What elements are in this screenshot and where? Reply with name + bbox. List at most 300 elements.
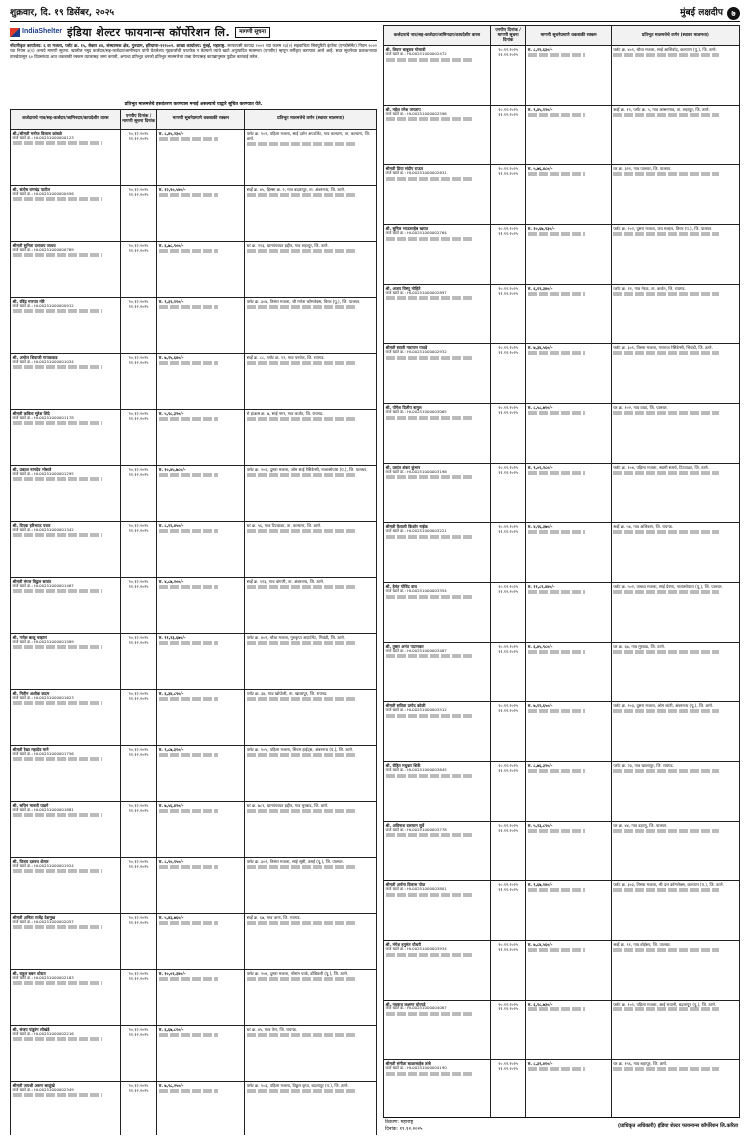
borrower-name: श्रीमती कविता सुरेश शिंदे [12,410,50,416]
outstanding-amount: रु. ११,८९,४४०/- [527,583,555,589]
npa-date: १०.१२.२०२५ [128,242,149,248]
table-row [11,745,377,801]
notice-date: ११.१२.२०२५ [498,887,518,893]
table-row [384,463,740,523]
date-cell [120,745,157,801]
date-cell [490,1060,526,1117]
text-filler [386,58,473,62]
notice-body: सरफायसी कायदा २००२ च्या कलम १३(२) सहवाचिता सिक्युरिटी इंटरेस्ट (एन्फोर्समेंट) नियम २००२ च्या नियम ३(१) अन्वये मागणी सूचना. खालील नमुद कर्जदार/सह-कर्जदार/जामीनदार यांनी घेतलेल्या गृहकर्जाची परतफेड न केल्याने त्यांचे खाते अनुत्पादित मालमत्ता (एनपीए) म्हणून वर्गीकृत करण्यात आले आहे. सदर सूचनेच्या प्रकाशनाच्या तारखेपासून ६० दिवसांच्या आत थकबाकी रक्कम व्याजासह जमा करावी, अन्यथा प्रतिभूत धनको प्रतिभूत मालमत्तेचा ताबा घेण्यासह कायद्यानुसार पुढील कारवाई करेल. [10,43,377,59]
borrower-name: श्रीमती सविता प्रमोद कोळी [385,703,426,709]
text-filler [528,709,585,713]
borrower-cell [384,224,491,284]
loan-account: कर्ज खाते क्र.: HL00251000001924 [12,862,74,868]
property-description: फ्लॅट क्र. ३०३, तिसरा मजला, श्री दत्त कॉम्प्लेक्स, कल्याण (प.), जि. ठाणे. [613,882,724,888]
notice-date: ११.१२.२०२५ [498,290,518,296]
npa-date: १०.१२.२०२५ [128,970,149,976]
property-description: फ्लॅट क्र. १०५, पहिला मजला, शिवम हाईट्स, अंबरनाथ (प.), जि. ठाणे. [246,746,354,752]
text-filler [13,1093,103,1097]
property-cell [611,1060,739,1117]
text-filler [13,925,103,929]
property-description: रो हाऊस क्र. ७, साई नगर, गाव कर्जत, जि. रायगड. [246,410,324,416]
borrower-cell [11,409,121,465]
text-filler [613,471,719,475]
npa-date: १०.१२.२०२५ [498,1061,518,1067]
borrower-name: श्री. हेमंत गोविंद वाघ [385,583,417,589]
property-description: फ्लॅट क्र. ५०२, पाचवा मजला, साई प्रेरणा, नालासोपारा (पू.), जि. पालघर. [613,583,723,589]
amount-cell [526,940,611,1000]
table-row [384,761,740,821]
text-filler [247,193,356,197]
outstanding-amount: रु. ११,२३,६७०/- [158,634,186,640]
date-cell [490,284,526,344]
text-filler [13,253,103,257]
table-row [11,913,377,969]
text-filler [247,697,356,701]
outstanding-amount: रु. ४,८७,२००/- [158,578,184,584]
text-filler [159,585,218,589]
text-filler [613,709,719,713]
table-row [384,821,740,881]
property-description: सर्व्हे क्र. ८८, प्लॉट क्र. १२, गाव पनवेल, जि. रायगड. [246,354,325,360]
text-filler [13,1037,103,1041]
notice-date: ११.१२.२०२५ [128,527,149,533]
property-description: सर्व्हे क्र. १९, प्लॉट क्र. ५, गाव आसनगाव, ता. शहापूर, जि. ठाणे. [613,106,710,112]
date-cell [120,913,157,969]
property-description: घर क्र. ३२१, गाव पालघर, जि. पालघर. [613,166,672,172]
borrower-cell [11,577,121,633]
borrower-name: श्री. सुनिल भाऊसाहेब खरात [385,225,429,231]
text-filler [247,417,356,421]
text-filler [247,865,356,869]
text-filler [159,305,218,309]
date-cell [120,689,157,745]
property-cell [611,344,739,404]
date-cell [120,1025,157,1081]
outstanding-amount: रु. ७,५६,४२०/- [158,802,184,808]
text-filler [613,590,719,594]
amount-cell [526,165,611,225]
outstanding-amount: रु. ५,२३,८९०/- [527,822,553,828]
loan-account: कर्ज खाते क्र.: HL00251000000123 [12,134,74,140]
text-filler [528,172,585,176]
borrower-name: श्री. गणेश बाळू चव्हाण [12,634,47,640]
property-cell [245,801,377,857]
date-cell [120,633,157,689]
date-cell [490,940,526,1000]
text-filler [386,714,473,718]
loan-account: कर्ज खाते क्र.: HL00251000001881 [12,806,74,812]
borrower-cell [384,702,491,762]
text-filler [386,1072,473,1076]
text-filler [159,361,218,365]
property-cell [245,913,377,969]
text-filler [528,53,585,57]
text-filler [613,650,719,654]
amount-cell [157,185,245,241]
notice-date: ११.१२.२०२५ [128,583,149,589]
notice-date: ११.१२.२०२५ [498,171,518,177]
npa-date: १०.१२.२०२५ [498,1001,518,1007]
borrower-cell [384,463,491,523]
text-filler [159,1033,218,1037]
loan-account: कर्ज खाते क्र.: HL00251000003512 [385,707,447,713]
borrower-name: श्रीमती रेखा महादेव माने [12,746,49,752]
notice-date: ११.१२.२०२५ [498,469,518,475]
text-filler [386,893,473,897]
loan-account: कर्ज खाते क्र.: HL00251000002631 [385,170,447,176]
notice-date: ११.१२.२०२५ [498,648,518,654]
amount-cell [526,881,611,941]
borrower-cell [384,284,491,344]
borrower-name: श्रीमती वैशाली किशोर नाईक [385,524,428,530]
table-row [384,344,740,404]
text-filler [528,829,585,833]
npa-date: १०.१२.२०२५ [128,186,149,192]
borrower-name: श्री. संजय पांडुरंग लोखंडे [12,1026,50,1032]
borrower-cell [11,521,121,577]
text-filler [613,351,719,355]
npa-date: १०.१२.२०२५ [128,802,149,808]
borrower-cell [11,185,121,241]
text-filler [247,142,356,146]
amount-cell [157,1081,245,1135]
borrower-name: श्री. विजय दशरथ शेलार [12,858,49,864]
text-filler [159,921,218,925]
amount-cell [157,913,245,969]
date-cell [120,297,157,353]
property-cell [611,821,739,881]
date-cell [120,577,157,633]
borrower-cell [384,105,491,165]
property-cell [611,403,739,463]
text-filler [247,1033,356,1037]
footer-date: दिनांक: १९.१२.२०२५ [385,1126,423,1132]
borrower-name: श्री./श्रीमती मनोज विलास कांबळे [12,130,62,136]
property-description: घर क्र. ४५, गाव पेण, जि. रायगड. [246,1026,298,1032]
borrower-cell [384,1060,491,1117]
text-filler [386,833,473,837]
amount-cell [526,463,611,523]
table-row [384,523,740,583]
npa-date: १०.१२.२०२५ [128,578,149,584]
text-filler [247,753,356,757]
amount-cell [526,224,611,284]
loan-account: कर्ज खाते क्र.: HL00251000001589 [12,638,74,644]
loan-account: कर्ज खाते क्र.: HL00251000003778 [385,826,447,832]
date-cell [120,129,157,185]
npa-date: १०.१२.२०२५ [498,464,518,470]
property-description: घर क्र. १५६, गाव शहापूर, जि. ठाणे. [613,1061,668,1067]
borrower-name: श्री. महेश रमेश जगताप [385,106,421,112]
borrower-name: श्री. नितीन अशोक कदम [12,690,50,696]
borrower-cell [11,1025,121,1081]
notice-date: ११.१२.२०२५ [128,695,149,701]
property-cell [611,702,739,762]
date-cell [490,344,526,404]
borrower-name: श्री. प्रकाश नामदेव भोसले [12,466,52,472]
amount-cell [526,105,611,165]
loan-account: कर्ज खाते क्र.: HL00251000001034 [12,358,74,364]
authorised-officer: (प्राधिकृत अधिकारी) इंडिया शेल्टर फायनान्स कॉर्पोरेशन लि.करिता [617,1123,738,1130]
table-row [384,582,740,642]
borrower-cell [384,881,491,941]
property-cell [611,284,739,344]
property-description: सर्व्हे क्र. ६७, गाव उरण, जि. रायगड. [246,914,301,920]
table-row [11,1081,377,1135]
notice-date: ११.१२.२०२५ [128,359,149,365]
text-filler [386,535,473,539]
notice-date: ११.१२.२०२५ [128,1031,149,1037]
loan-account: कर्ज खाते क्र.: HL00251000001756 [12,750,74,756]
table-row [11,297,377,353]
npa-date: १०.१२.२०२५ [128,298,149,304]
outstanding-amount: रु. ५,४३,७६०/- [158,914,184,920]
footer-place-date [385,1120,423,1132]
amount-cell [526,582,611,642]
text-filler [613,232,719,236]
text-filler [613,53,719,57]
outstanding-amount: रु. ५,९८,३२०/- [158,410,184,416]
property-cell [245,185,377,241]
header-borrower: कर्जदाराचे नाव/सह-कर्जदार/जामिनदार/कायदेशीर वारस [384,26,491,46]
text-filler [13,309,103,313]
loan-account: कर्ज खाते क्र.: HL00251000004067 [385,1005,447,1011]
property-description: फ्लॅट क्र. ३०२, तिसरा मजला, साई सृष्टी, वसई (पू.), जि. पालघर. [246,858,344,864]
date-cell [120,969,157,1025]
table-row [11,577,377,633]
text-filler [613,411,719,415]
property-description: फ्लॅट क्र. १०२, पहिला मजला, साई दर्शन अपार्टमेंट, गाव कल्याण, ता. कल्याण, जि. ठाणे. [246,130,371,141]
property-description: फ्लॅट क्र. १०३, पहिला मजला, विठ्ठल कृपा, बदलापूर (प.), जि. ठाणे. [246,1082,349,1088]
loan-account: कर्ज खाते क्र.: HL00251000003221 [385,528,447,534]
table-row [384,46,740,106]
amount-cell [157,633,245,689]
property-cell [611,881,739,941]
outstanding-amount: रु. ७,१२,६५०/- [527,703,553,709]
borrower-cell [11,913,121,969]
borrower-cell [384,523,491,583]
amount-cell [157,241,245,297]
borrower-name: श्रीमती सुनिता दत्तात्रय जाधव [12,242,56,248]
property-description: फ्लॅट क्र. ३०४, तिसरा मजला, श्री गणेश कॉम्प्लेक्स, विरार (पू.), जि. पालघर. [246,298,361,304]
notice-date: ११.१२.२०२५ [498,51,518,57]
table-row [384,403,740,463]
text-filler [159,1089,218,1093]
text-filler [13,421,103,425]
text-filler [386,475,473,479]
outstanding-amount: रु. ५,७६,४८०/- [527,166,553,172]
amount-cell [157,409,245,465]
table-row [384,1060,740,1117]
borrower-name: श्री. अमोल शिवाजी गायकवाड [12,354,58,360]
borrower-name: श्री. सचिन मारुती घाडगे [12,802,49,808]
borrower-name: श्रीमती अनिता राजेंद्र देशमुख [12,914,56,920]
loan-account: कर्ज खाते क्र.: HL00251000002057 [12,918,74,924]
notice-footer [383,1117,740,1135]
date-cell [120,521,157,577]
property-description: फ्लॅट क्र. २०२, दुसरा मजला, जय मल्हार, विरार (प.), जि. पालघर. [613,225,713,231]
notice-tag: मागणी सूचना [235,27,270,38]
text-filler [528,769,585,773]
text-filler [528,351,585,355]
borrower-cell [11,745,121,801]
property-description: घर क्र. ५६, गाव टिटवाळा, ता. कल्याण, जि. ठाणे. [246,522,322,528]
borrower-cell [11,353,121,409]
borrower-cell [11,129,121,185]
property-description: फ्लॅट क्र. २०३, दुसरा मजला, ओम शांती, अंबरनाथ (पू.), जि. ठाणे. [613,703,714,709]
date-cell [120,185,157,241]
amount-cell [157,1025,245,1081]
borrower-name: श्री. राहुल बबन थोरात [12,970,46,976]
outstanding-amount: रु. ९,८७,३१०/- [158,746,184,752]
table-row [11,633,377,689]
amount-cell [157,857,245,913]
property-cell [245,353,377,409]
paper-title: मुंबई लक्षदीप [680,8,723,19]
date-cell [490,582,526,642]
text-filler [247,585,356,589]
loan-account: कर्ज खाते क्र.: HL00251000001623 [12,694,74,700]
borrower-cell [384,344,491,404]
notice-date: ११.१२.२०२५ [128,471,149,477]
text-filler [528,1007,585,1011]
notice-date: ११.१२.२०२५ [128,1087,149,1093]
loan-account: कर्ज खाते क्र.: HL00251000002932 [385,349,447,355]
header-borrower: कर्जदाराचे नाव/सह-कर्जदार/जामिनदार/कायदेशीर वारस [11,109,121,129]
borrower-cell [11,689,121,745]
text-filler [159,193,218,197]
amount-cell [526,702,611,762]
loan-account: कर्ज खाते क्र.: HL00251000003645 [385,766,447,772]
loan-account: कर्ज खाते क्र.: HL00251000002216 [12,1030,74,1036]
text-filler [247,1089,356,1093]
npa-date: १०.१२.२०२५ [498,643,518,649]
property-cell [245,297,377,353]
loan-account: कर्ज खाते क्र.: HL00251000002764 [385,229,447,235]
notice-date: ११.१२.२०२५ [498,230,518,236]
borrower-name: श्री. रविंद्र गणपत मोरे [12,298,45,304]
property-description: प्लॉट क्र. ३४, गाव खोपोली, ता. खालापूर, जि. रायगड. [246,690,328,696]
borrower-cell [384,403,491,463]
text-filler [13,533,103,537]
borrower-cell [11,297,121,353]
text-filler [159,753,218,757]
company-header [10,25,377,41]
text-filler [528,1067,585,1071]
borrower-cell [11,1081,121,1135]
property-description: प्लॉट क्र. ११, गाव नेरळ, ता. कर्जत, जि. रायगड. [613,285,686,291]
outstanding-amount: रु. ८,९०,१५०/- [158,858,184,864]
notice-date: ११.१२.२०२५ [498,1066,518,1072]
borrower-name: श्री. तुषार अनंत पाटणकर [385,643,424,649]
property-cell [245,1081,377,1135]
text-filler [386,237,473,241]
date-cell [490,702,526,762]
text-filler [13,141,103,145]
npa-date: १०.१२.२०२५ [498,941,518,947]
npa-date: १०.१२.२०२५ [498,882,518,888]
borrower-cell [11,801,121,857]
notice-date: ११.१२.२०२५ [498,827,518,833]
outstanding-amount: रु. ७,२५,६४०/- [158,354,184,360]
amount-cell [157,745,245,801]
text-filler [159,137,218,141]
loan-account: कर्ज खाते क्र.: HL00251000001178 [12,414,74,420]
text-filler [386,416,473,420]
npa-date: १०.१२.२०२५ [498,47,518,52]
npa-date: १०.१२.२०२५ [498,345,518,351]
borrower-cell [11,465,121,521]
text-filler [613,948,719,952]
notice-date: ११.१२.२०२५ [128,191,149,197]
loan-account: कर्ज खाते क्र.: HL00251000001467 [12,582,74,588]
npa-date: १०.१२.२०२५ [498,524,518,530]
right-notice-table [383,25,740,1117]
npa-date: १०.१२.२०२५ [128,746,149,752]
text-filler [247,305,356,309]
text-filler [13,701,103,705]
property-cell [245,857,377,913]
borrower-name: श्री. मंगेश हनुमंत चौधरी [385,941,421,947]
text-filler [528,530,585,534]
npa-date: १०.१२.२०२५ [128,1026,149,1032]
loan-account: कर्ज खाते क्र.: HL00251000002897 [385,289,447,295]
text-filler [528,471,585,475]
loan-account: कर्ज खाते क्र.: HL00251000000912 [12,302,74,308]
amount-cell [157,521,245,577]
date-cell [120,1081,157,1135]
property-cell [245,745,377,801]
text-filler [613,888,719,892]
header-property: प्रतिभूत मालमत्तेचे वर्णन (स्थावर मालमत्ता) [611,26,739,46]
amount-cell [526,523,611,583]
notice-date: ११.१२.२०२५ [498,350,518,356]
borrower-cell [384,821,491,881]
date-cell [120,801,157,857]
outstanding-amount: रु. १०,०२,३४०/- [158,970,186,976]
text-filler [528,292,585,296]
notice-intro [10,43,377,101]
text-filler [386,595,473,599]
amount-cell [157,297,245,353]
property-description: फ्लॅट क्र. २०१, दुसरा मजला, ओम साई रेसिडेन्सी, नालासोपारा (प.), जि. पालघर. [246,466,368,472]
outstanding-amount: रु. ६,९८,७३०/- [527,1001,553,1007]
borrower-name: श्री. अजय विष्णू मोहिते [385,285,421,291]
table-row [384,702,740,762]
text-filler [247,977,356,981]
notice-date: ११.१२.२०२५ [128,751,149,757]
property-cell [611,46,739,106]
table-row [11,521,377,577]
outstanding-amount: रु. ८,७६,३२०/- [527,762,553,768]
loan-account: कर्ज खाते क्र.: HL00251000003354 [385,587,447,593]
npa-date: १०.१२.२०२५ [498,822,518,828]
outstanding-amount: रु. ७,९८,२५०/- [158,1082,184,1088]
loan-account: कर्ज खाते क्र.: HL00251000000789 [12,246,74,252]
notice-date: ११.१२.२०२५ [128,135,149,141]
notice-date: ११.१२.२०२५ [498,111,518,117]
property-description: घर क्र. २१३, ग्रामपंचायत हद्दीत, गाव शहापूर, जि. ठाणे. [246,242,329,248]
property-description: फ्लॅट क्र. ३०१, तिसरा मजला, गणराज रेसिडेन्सी, भिवंडी, जि. ठाणे. [613,345,713,351]
masthead [10,6,740,22]
text-filler [159,473,218,477]
table-row [11,689,377,745]
npa-date: १०.१२.२०२५ [498,404,518,410]
property-description: फ्लॅट क्र. १०४, पहिला मजला, स्वामी समर्थ, टिटवाळा, जि. ठाणे. [613,464,709,470]
notice-date: ११.१२.२०२५ [128,247,149,253]
text-filler [159,417,218,421]
table-row [11,185,377,241]
